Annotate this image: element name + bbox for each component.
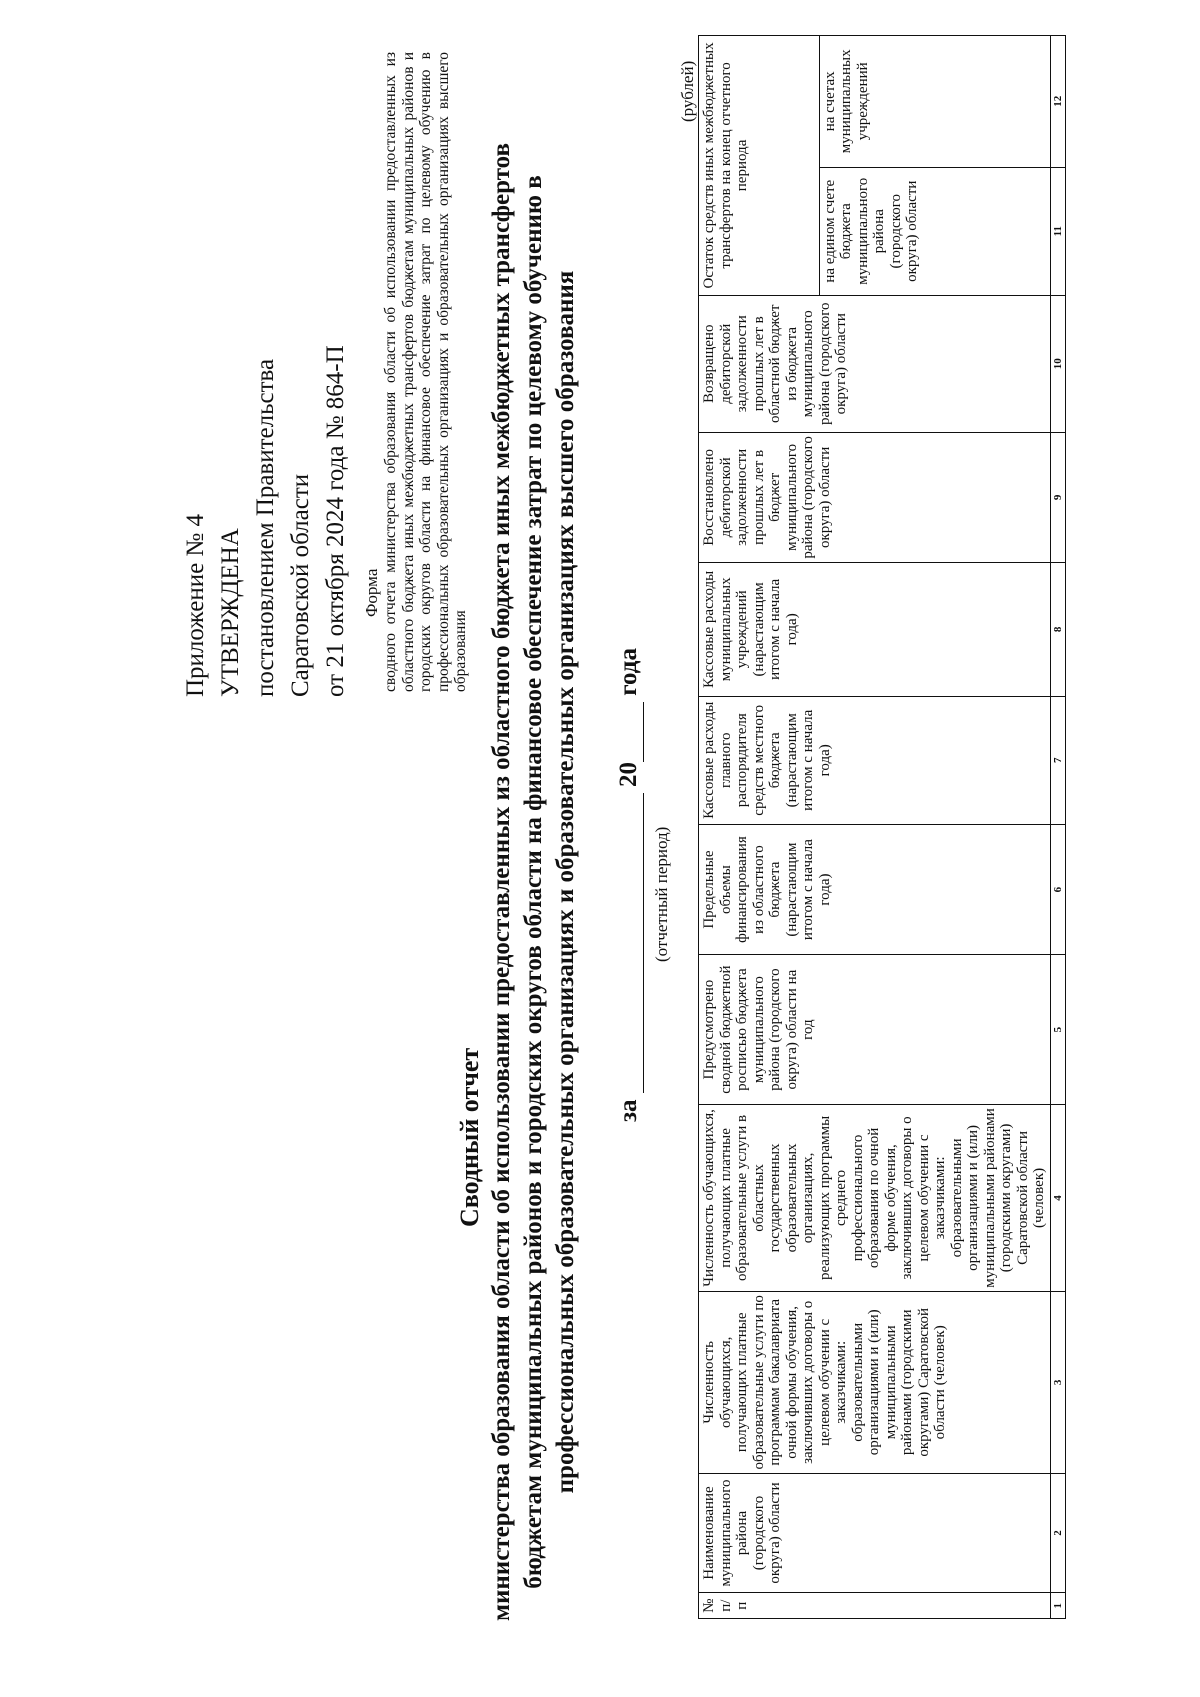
header-number: № п/п [699,1593,1051,1619]
column-number-row [1050,36,1065,1619]
approved-label: УТВЕРЖДЕНА [217,528,244,697]
header-spo-students: Численность обучающихся, получающих платные образовательные услуги в областных государственных образовательных организациях, реализующих программы среднего профессионального образования по очной форме обучения, заключивших договоры о целевом обучении с заказчиками: образовательными организациями и (или) муниципальными районами (городскими округами) Саратовской области (человек) [699,1104,1051,1291]
approval-block [178,257,353,697]
header-remaining-funds: Остаток средств иных межбюджетных трансфертов на конец отчетного периода [699,36,820,296]
table-header-row [699,36,820,1619]
report-title: Сводный отчет [455,1047,484,1227]
header-single-account: на едином счете бюджета муниципального района (городского округа) области [819,167,1050,295]
period-prefix: за [615,1099,642,1122]
column-number: 12 [1050,36,1065,168]
column-number: 10 [1050,295,1065,432]
header-returned-debt: Возвращено дебиторской задолженности прошлых лет в областной бюджет из бюджета муниципального района (городского округа) области [699,295,1051,432]
header-restored-debt: Восстановлено дебиторской задолженности прошлых лет в бюджет муниципального района (городского округа) области [699,432,1051,562]
column-number: 8 [1050,563,1065,697]
unit-label: (рублей) [678,60,697,122]
column-number: 9 [1050,432,1065,562]
report-subtitle: министерства образования области об использовании предоставленных из областного бюджета иных межбюджетных трансфертов бюджетам муниципальных районов и городских округов области на финансовое обеспечение затрат по целевому обучению в профессиональных образовательных организациях и образовательных организациях высшего образования [488,142,579,1622]
period-blank [615,793,644,1093]
header-budget-planned: Предусмотрено сводной бюджетной росписью бюджета муниципального района (городского округа) области на год [699,955,1051,1105]
reporting-period-line [615,648,644,1122]
form-description: сводного отчета министерства образования области об использовании предоставленных из областного бюджета иных межбюджетных трансфертов бюджетам муниципальных районов и городских округов области на финансовое обеспечение затрат по целевому обучению в профессиональных образовательных организациях и образовательных организациях высшего образования [382,52,469,692]
report-table [698,35,1066,1619]
period-year-prefix: 20 [615,761,642,787]
column-number: 7 [1050,696,1065,824]
form-label: Форма [362,568,381,617]
header-cash-expenses-institutions: Кассовые расходы муниципальных учреждений (нарастающим итогом с начала года) [699,563,1051,697]
column-number: 2 [1050,1473,1065,1593]
column-number: 11 [1050,167,1065,295]
header-cash-expenses-main: Кассовые расходы главного распорядителя средств местного бюджета (нарастающим итогом с начала года) [699,696,1051,824]
period-suffix: года [615,648,642,696]
approval-line-2: Саратовской области [287,473,314,697]
column-number: 3 [1050,1291,1065,1473]
period-hint: (отчетный период) [652,826,671,962]
period-year-blank [615,702,644,762]
header-municipality: Наименование муниципального района (городского округа) области [699,1473,1051,1593]
column-number: 4 [1050,1104,1065,1291]
appendix-number: Приложение № 4 [182,513,209,697]
column-number: 5 [1050,955,1065,1105]
header-institution-accounts: на счетах муниципальных учреждений [819,36,1050,168]
column-number: 1 [1050,1593,1065,1619]
approval-line-3: от 21 октября 2024 года № 864-П [322,345,349,697]
header-funding-limits: Предельные объемы финансирования из областного бюджета (нарастающим итогом с начала года) [699,824,1051,954]
column-number: 6 [1050,824,1065,954]
header-bachelor-students: Численность обучающихся, получающих платные образовательные услуги по программам бакалавриата очной формы обучения, заключивших договоры о целевом обучении с заказчиками: образовательными организациями и (или) муниципальными районами (городскими округами) Саратовской области (человек) [699,1291,1051,1473]
approval-line-1: постановлением Правительства [252,358,279,697]
